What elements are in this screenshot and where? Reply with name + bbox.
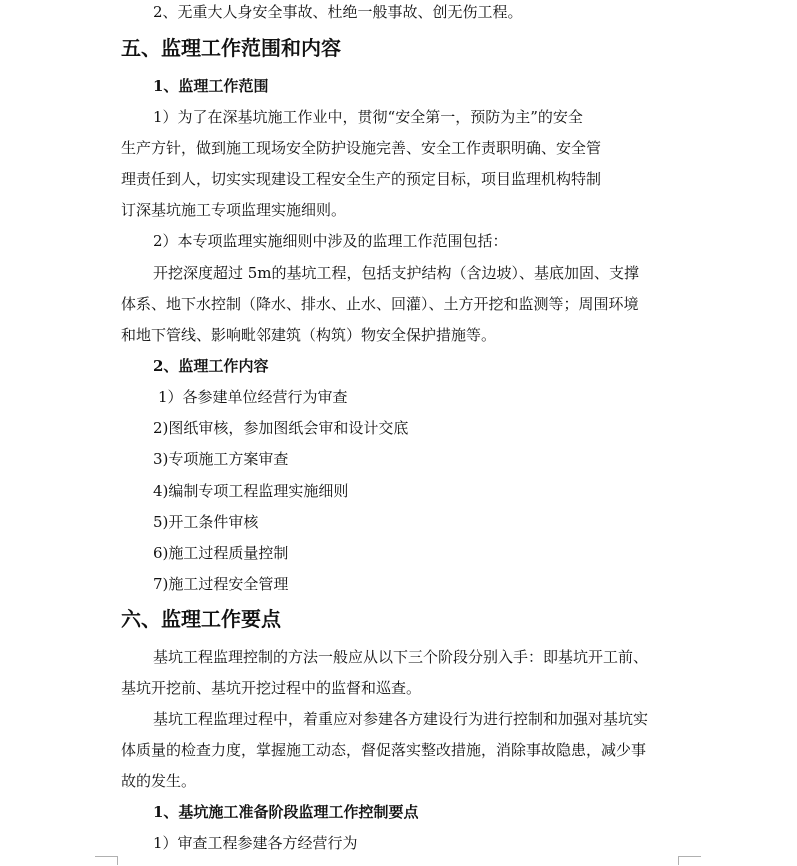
content-item-6: 6)施工过程质量控制 bbox=[153, 544, 289, 562]
goal-line: 2、无重大人身安全事故、杜绝一般事故、创无伤工程。 bbox=[153, 3, 523, 21]
content-item-3: 3)专项施工方案审查 bbox=[153, 450, 289, 468]
scope-para1-line2: 生产方针，做到施工现场安全防护设施完善、安全工作责职明确、安全管 bbox=[121, 139, 602, 157]
scope-para1-line1: 1）为了在深基坑施工作业中，贯彻“安全第一，预防为主”的安全 bbox=[153, 108, 583, 126]
page-margin-mark-left bbox=[95, 856, 118, 865]
scope-para1-line4: 订深基坑施工专项监理实施细则。 bbox=[121, 201, 347, 219]
content-item-4: 4)编制专项工程监理实施细则 bbox=[153, 482, 349, 500]
points-para2-line3: 故的发生。 bbox=[121, 772, 197, 790]
points-para2-line2: 体质量的检查力度，掌握施工动态，督促落实整改措施，消除事故隐患，减少事 bbox=[121, 741, 647, 759]
points-para2-line1: 基坑工程监理过程中，着重应对参建各方建设行为进行控制和加强对基坑实 bbox=[153, 710, 649, 728]
scope-para3-line1: 开挖深度超过 5m的基坑工程，包括支护结构（含边坡）、基底加固、支撑 bbox=[153, 264, 640, 282]
scope-para2: 2）本专项监理实施细则中涉及的监理工作范围包括： bbox=[153, 232, 508, 250]
section-6-1-heading: 1、基坑施工准备阶段监理工作控制要点 bbox=[153, 803, 419, 821]
section-6-heading: 六、监理工作要点 bbox=[121, 607, 281, 631]
section-5-2-heading: 2、监理工作内容 bbox=[153, 357, 269, 375]
section-5-heading: 五、监理工作范围和内容 bbox=[121, 36, 341, 60]
page-margin-mark-right bbox=[678, 856, 701, 865]
scope-para3-line3: 和地下管线、影响毗邻建筑（构筑）物安全保护措施等。 bbox=[121, 326, 497, 344]
points-item-1: 1）审查工程参建各方经营行为 bbox=[153, 834, 358, 852]
content-item-1: 1）各参建单位经营行为审查 bbox=[158, 388, 348, 406]
content-item-7: 7)施工过程安全管理 bbox=[153, 575, 289, 593]
content-item-2: 2)图纸审核，参加图纸会审和设计交底 bbox=[153, 419, 409, 437]
points-para1-line1: 基坑工程监理控制的方法一般应从以下三个阶段分别入手：即基坑开工前、 bbox=[153, 648, 649, 666]
section-5-1-heading: 1、监理工作范围 bbox=[153, 77, 269, 95]
scope-para3-line2: 体系、地下水控制（降水、排水、止水、回灌）、土方开挖和监测等；周围环境 bbox=[121, 295, 639, 313]
scope-para1-line3: 理责任到人，切实实现建设工程安全生产的预定目标，项目监理机构特制 bbox=[121, 170, 602, 188]
content-item-5: 5)开工条件审核 bbox=[153, 513, 259, 531]
points-para1-line2: 基坑开挖前、基坑开挖过程中的监督和巡查。 bbox=[121, 679, 422, 697]
